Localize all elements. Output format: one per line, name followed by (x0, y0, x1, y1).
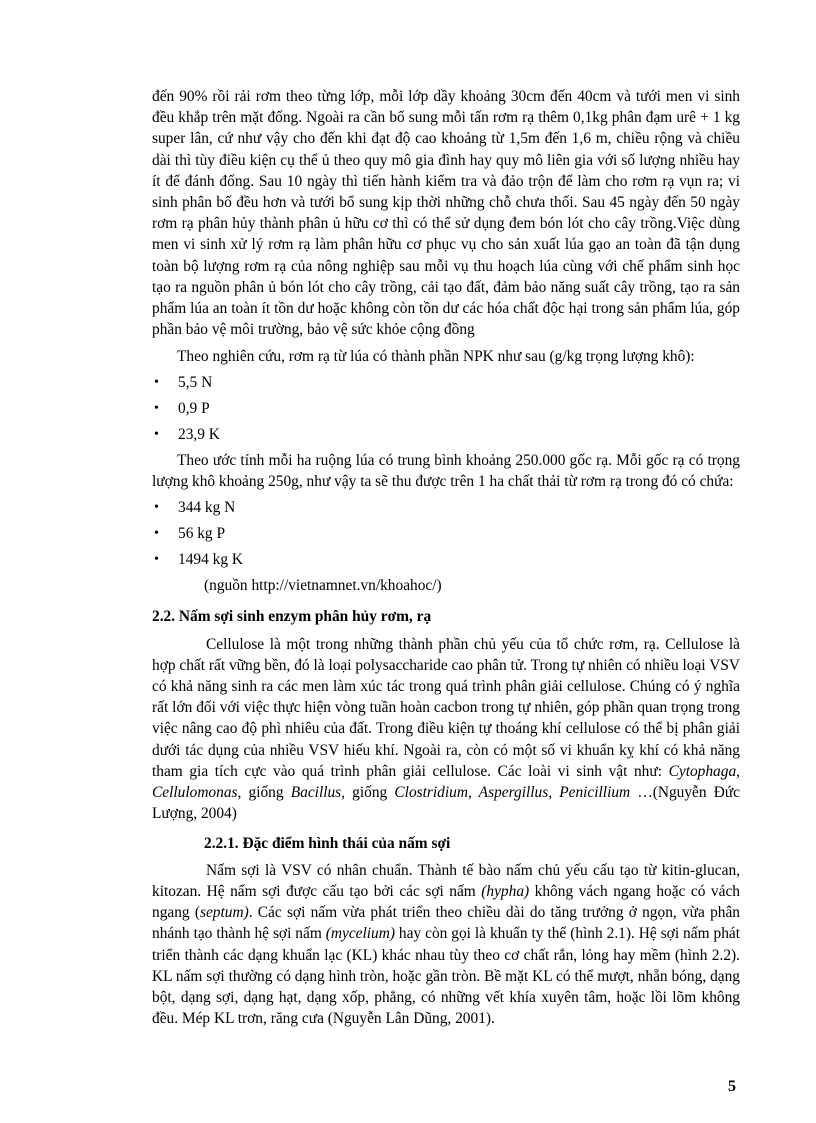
per-hectare-list (152, 497, 740, 571)
paragraph-npk-intro: Theo nghiên cứu, rơm rạ từ lúa có thành phần NPK như sau (g/kg trọng lượng khô): (177, 348, 695, 366)
section-heading-2-2-1: 2.2.1. Đặc điểm hình thái của nấm sợi (204, 834, 451, 852)
paragraph-estimate: Theo ước tính mỗi ha ruộng lúa có trung bình khoảng 250.000 gốc rạ. Mỗi gốc rạ có trọng lượng khô khoảng 250g, như vậy ta sẽ thu được trên 1 ha chất thải từ rơm rạ trong đó có chứa: (152, 452, 740, 491)
npk-list (152, 372, 740, 446)
source-citation: (nguồn http://vietnamnet.vn/khoahoc/) (204, 577, 442, 595)
paragraph-morphology: Nấm sợi là VSV có nhân chuẩn. Thành tế bào nấm chủ yếu cấu tạo từ kitin-glucan, kitozan. Hệ nấm sợi được cấu tạo bởi các sợi nấm (hypha) không vách ngang hoặc có vách ngang (septum). Các sợi nấm vừa phát triển theo chiều dài do tăng trưởng ở ngọn, vừa phân nhánh tạo thành hệ sợi nấm (mycelium) hay còn gọi là khuẩn ty thể (hình 2.1). Hệ sợi nấm phát triển thành các dạng khuẩn lạc (KL) khác nhau tùy theo cơ chất rắn, lỏng hay mềm (hình 2.2). KL nấm sợi thường có dạng hình tròn, hoặc gần tròn. Bề mặt KL có thể mượt, nhẵn bóng, dạng bột, dạng sợi, dạng hạt, dạng xốp, phẳng, có những vết khía xuyên tâm, hoặc lồi lõm không đều. Mép KL trơn, răng cưa (Nguyễn Lân Dũng, 2001). (152, 861, 740, 1028)
page-number: 5 (728, 1078, 736, 1095)
list-item: • 56 kg P (178, 523, 740, 544)
document-page (152, 86, 740, 1029)
list-item: • 23,9 K (178, 424, 740, 445)
list-item: • 344 kg N (178, 497, 740, 518)
list-item: • 0,9 P (178, 398, 740, 419)
paragraph-composting: đến 90% rồi rải rơm theo từng lớp, mỗi lớp dầy khoảng 30cm đến 40cm và tưới men vi sinh đều khắp trên mặt đống. Ngoài ra cần bổ sung mỗi tấn rơm rạ thêm 0,1kg phân đạm urê + 1 kg super lân, cứ như vậy cho đến khi đạt độ cao khoảng từ 1,5m đến 1,6 m, chiều rộng và chiều dài thì tùy điều kiện cụ thể ủ theo quy mô gia đình hay quy mô liên gia với số lượng nhiều hay ít để đánh đống. Sau 10 ngày thì tiến hành kiểm tra và đảo trộn để làm cho rơm rạ vụn ra; vi sinh phân bố đều hơn và tưới bổ sung kịp thời những chỗ chưa thối. Sau 45 ngày đến 50 ngày rơm rạ phân hủy thành phân ủ hữu cơ thì có thể sử dụng đem bón lót cho cây trồng.Việc dùng men vi sinh xử lý rơm rạ làm phân hữu cơ phục vụ cho sản xuất lúa gạo an toàn đã tận dụng toàn bộ lượng rơm rạ của nông nghiệp sau mỗi vụ thu hoạch lúa cùng với chế phẩm sinh học tạo ra nguồn phân ủ bón lót cho cây trồng, cải tạo đất, đảm bảo năng suất cây trồng, tạo ra sản phẩm lúa an toàn ít tồn dư hoặc không còn tồn dư các hóa chất độc hại trong sản phẩm lúa, góp phần bảo vệ môi trường, bảo vệ sức khỏe cộng đồng (152, 88, 740, 339)
list-item: • 5,5 N (178, 372, 740, 393)
section-heading-2-2: 2.2. Nấm sợi sinh enzym phân hủy rơm, rạ (152, 608, 432, 626)
list-item: • 1494 kg K (178, 549, 740, 570)
paragraph-cellulose: Cellulose là một trong những thành phần chủ yếu của tổ chức rơm, rạ. Cellulose là hợp chất rất vững bền, đó là loại polysaccharide cao phân tử. Trong tự nhiên có nhiều loại VSV có khả năng sinh ra các men làm xúc tác trong quá trình phân giải cellulose. Chúng có ý nghĩa rất lớn đối với việc thực hiện vòng tuần hoàn cacbon trong tự nhiên, góp phần quan trọng trong việc nâng cao độ phì nhiêu của đất. Trong điều kiện tự thoáng khí cellulose có thể bị phân giải dưới tác dụng của nhiều VSV hiếu khí. Ngoài ra, còn có một số vi khuẩn kỵ khí có khả năng tham gia tích cực vào quá trình phân giải cellulose. Các loài vi sinh vật như: Cytophaga, Cellulomonas, giống Bacillus, giống Clostridium, Aspergillus, Penicillium …(Nguyễn Đức Lượng, 2004) (152, 635, 741, 823)
